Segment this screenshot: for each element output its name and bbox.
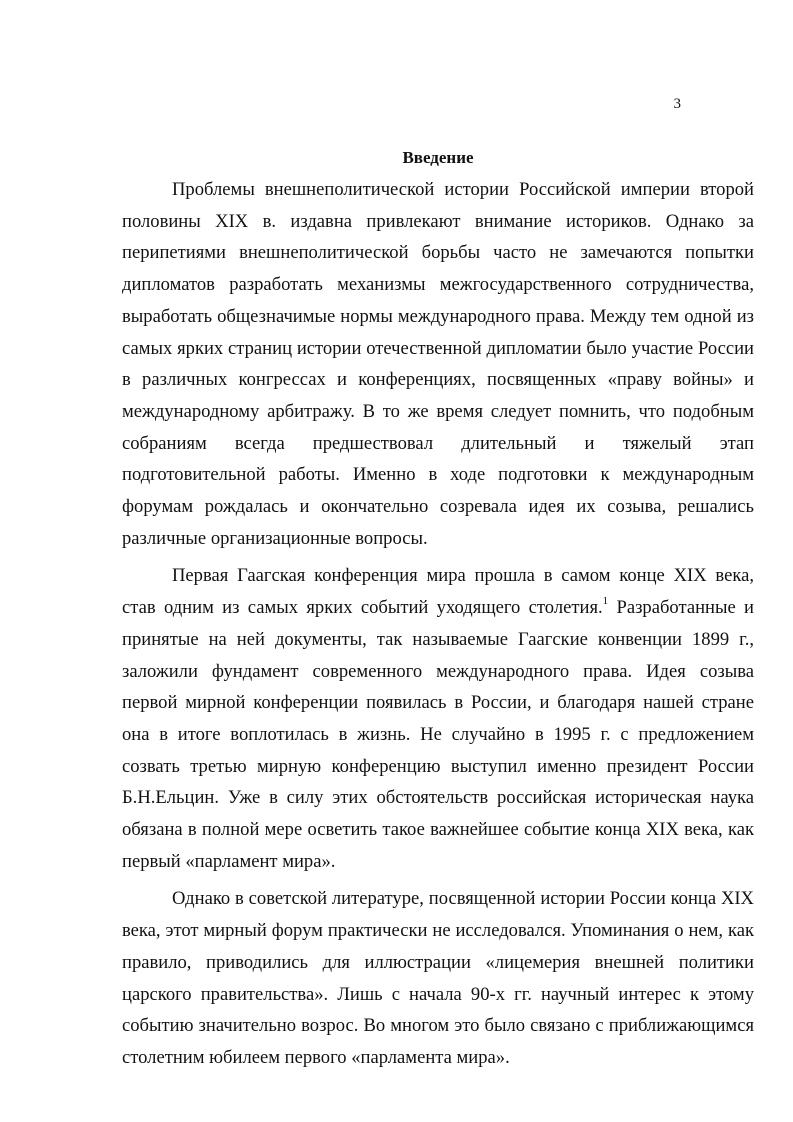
paragraph-2 [122, 560, 754, 877]
page-number: 3 [673, 96, 681, 112]
paragraph-2-text-before: Первая Гаагская конференция мира прошла в самом конце XIX века, став одним из самых ярких событий уходящего столетия. [122, 565, 754, 619]
body-text [122, 174, 754, 1074]
paragraph-1: Проблемы внешнеполитической истории Российской империи второй половины XIX в. издавна привлекают внимание историков. Однако за перипетиями внешнеполитической борьбы часто не замечаются попытки дипломатов разработать механизмы межгосударственного сотрудничества, выработать общезначимые нормы международного права. Между тем одной из самых ярких страниц истории отечественной дипломатии было участие России в различных конгрессах и конференциях, посвященных «праву войны» и международному арбитражу. В то же время следует помнить, что подобным собраниям всегда предшествовал длительный и тяжелый этап подготовительной работы. Именно в ходе подготовки к международным форумам рождалась и окончательно созревала идея их созыва, решались различные организационные вопросы. [122, 179, 754, 549]
paragraph-3: Однако в советской литературе, посвященной истории России конца XIX века, этот мирный форум практически не исследовался. Упоминания о нем, как правило, приводились для иллюстрации «лицемерия внешней политики царского правительства». Лишь с начала 90-х гг. научный интерес к этому событию значительно возрос. Во многом это было связано с приближающимся столетним юбилеем первого «парламента мира». [122, 888, 754, 1068]
footnote-marker[interactable]: 1 [602, 594, 609, 607]
section-heading: Введение [402, 148, 474, 167]
paragraph-2-text-after: Разработанные и принятые на ней документы, так называемые Гаагские конвенции 1899 г., заложили фундамент современного международного права. Идея созыва первой мирной конференции появилась в России, и благодаря нашей стране она в итоге воплотилась в жизнь. Не случайно в 1995 г. с предложением созвать третью мирную конференцию выступил именно президент России Б.Н.Ельцин. Уже в силу этих обстоятельств российская историческая наука обязана в полной мере осветить такое важнейшее событие конца XIX века, как первый «парламент мира». [122, 597, 755, 872]
